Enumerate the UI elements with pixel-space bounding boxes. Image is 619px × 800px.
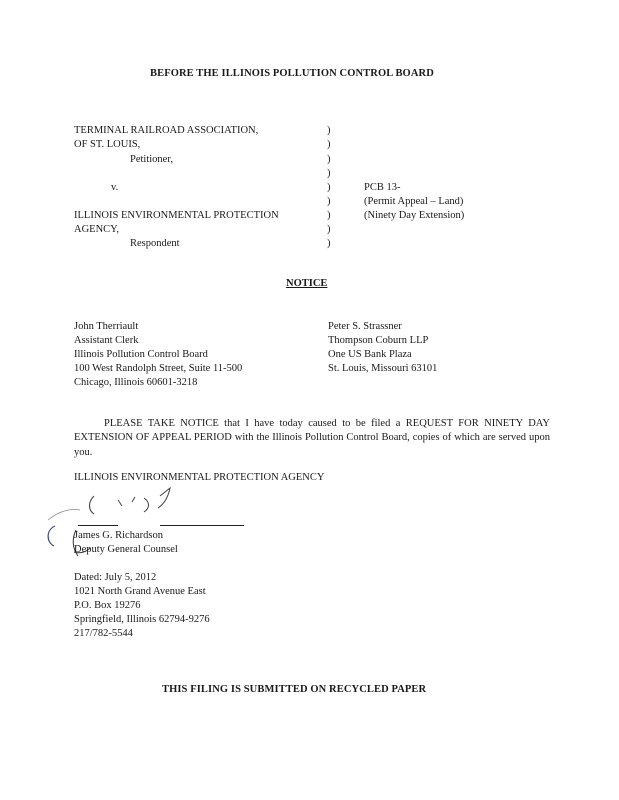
dated-line: Dated: July 5, 2012 [74,572,157,583]
agency-phone: 217/782-5544 [74,628,133,639]
agency-city: Springfield, Illinois 62794-9276 [74,614,210,625]
caption-paren: ) [327,196,331,207]
caption-paren: ) [327,238,331,249]
signer-title: Deputy General Counsel [74,544,178,555]
caption-paren: ) [327,154,331,165]
caption-paren: ) [327,182,331,193]
addressee-right-firm: Thompson Coburn LLP [328,335,429,346]
agency-name: ILLINOIS ENVIRONMENTAL PROTECTION AGENCY [74,472,325,483]
signature-line-segment [160,525,244,526]
petitioner-role: Petitioner, [130,154,174,165]
respondent-role: Respondent [130,238,180,249]
case-type: (Permit Appeal – Land) [364,196,464,207]
respondent-name-line2: AGENCY, [74,224,120,235]
addressee-right-building: One US Bank Plaza [328,349,412,360]
versus-label: v. [111,182,119,193]
notice-body-paragraph: PLEASE TAKE NOTICE that I have today caused to be filed a REQUEST FOR NINETY DAY EXTENSION OF APPEAL PERIOD with the Illinois Pollution Control Board, copies of which are served upon you. [74,418,550,458]
case-extension: (Ninety Day Extension) [364,210,465,221]
caption-paren: ) [327,139,331,150]
petitioner-name-line1: TERMINAL RAILROAD ASSOCIATION, [74,125,259,136]
addressee-left-name: John Therriault [74,321,139,332]
addressee-left-street: 100 West Randolph Street, Suite 11-500 [74,363,243,374]
signer-name: James G. Richardson [74,530,163,541]
addressee-right-city: St. Louis, Missouri 63101 [328,363,438,374]
recycled-paper-note: THIS FILING IS SUBMITTED ON RECYCLED PAPER [162,684,427,695]
addressee-left-city: Chicago, Illinois 60601-3218 [74,377,198,388]
document-heading: BEFORE THE ILLINOIS POLLUTION CONTROL BOARD [150,68,434,79]
addressee-right-name: Peter S. Strassner [328,321,402,332]
petitioner-name-line2: OF ST. LOUIS, [74,139,141,150]
caption-paren: ) [327,210,331,221]
case-number: PCB 13- [364,182,401,193]
caption-paren: ) [327,224,331,235]
addressee-left-title: Assistant Clerk [74,335,139,346]
caption-paren: ) [327,168,331,179]
caption-paren: ) [327,125,331,136]
agency-street: 1021 North Grand Avenue East [74,586,206,597]
signature-line-segment [78,525,118,526]
addressee-left-org: Illinois Pollution Control Board [74,349,208,360]
notice-title: NOTICE [286,278,328,289]
agency-po-box: P.O. Box 19276 [74,600,141,611]
respondent-name-line1: ILLINOIS ENVIRONMENTAL PROTECTION [74,210,279,221]
